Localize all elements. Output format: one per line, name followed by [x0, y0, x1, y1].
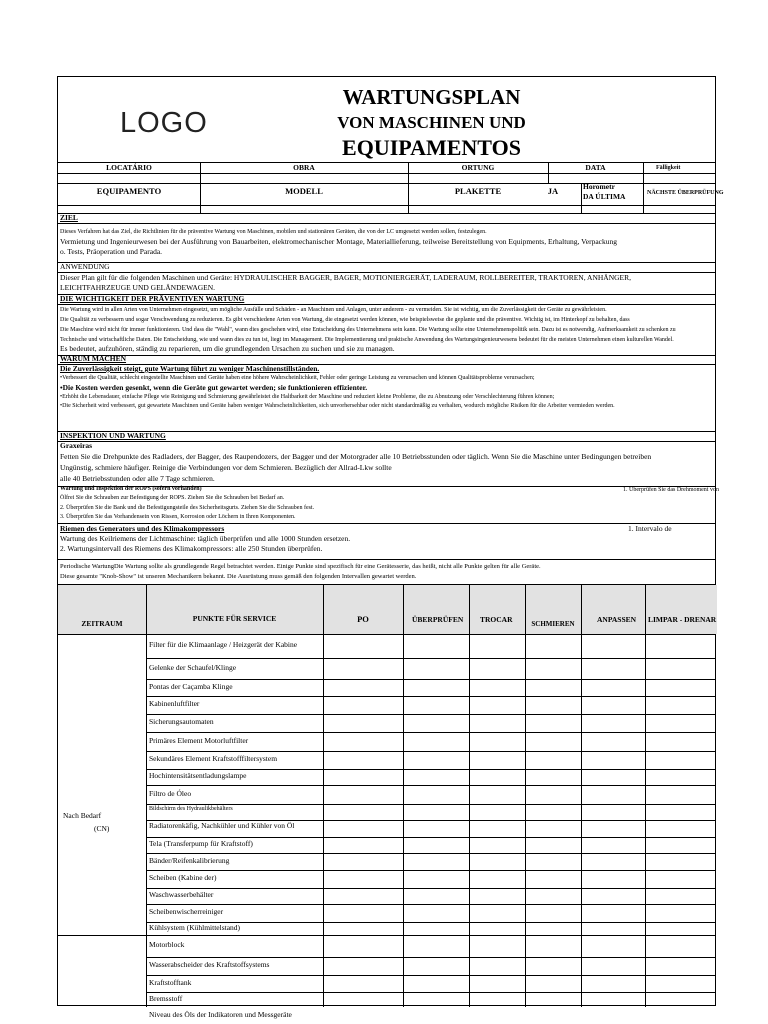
- table-row-divider: [146, 785, 715, 786]
- wichtigkeit-line5: Es bedeutet, aufzuhören, ständig zu reparieren, um die grundlegenden Ursachen zu suchen und sie zu managen.: [60, 344, 395, 353]
- header-da-ultima: DA ÚLTIMA: [583, 192, 626, 201]
- inspektion-heading: INSPEKTION UND WARTUNG: [60, 431, 166, 440]
- period-line2: Diese gesamte "Knob-Show" ist unseren Mechanikern bekannt. Die Ausrüstung muss gemäß den folgenden Intervallen gewartet werden.: [60, 573, 417, 580]
- service-item-label: Filter für die Klimaanlage / Heizgerät der Kabine: [149, 640, 298, 649]
- header-modell: MODELL: [285, 186, 323, 196]
- th-trocar: TROCAR: [480, 615, 513, 624]
- service-item-label: Scheiben (Kabine der): [149, 873, 217, 882]
- table-row-divider: [146, 888, 715, 889]
- warum-bold2: •Die Kosten werden gesenkt, wenn die Geräte gut gewartet werden; sie funktionieren effizienter.: [60, 383, 368, 392]
- th-po: PO: [357, 614, 369, 624]
- rops-line1: Ölfrei Sie die Schrauben zur Befestigung der ROPS. Ziehen Sie die Schrauben bei Bedarf an.: [60, 495, 285, 501]
- header-naechste: NÄCHSTE ÜBERPRÜFUNG: [647, 190, 724, 196]
- header-plakette: PLAKETTE: [454, 186, 502, 196]
- service-item-label: Kühlsystem (Kühlmittelstand): [149, 922, 241, 932]
- service-item-label: Bildschirm des Hydraulikbehälters: [149, 806, 233, 812]
- table-header-bg: [58, 585, 717, 634]
- th-punkte: PUNKTE FÜR SERVICE: [192, 614, 277, 623]
- anwendung-line2: LEICHTFAHRZEUGE UND GELÄNDEWAGEN.: [60, 283, 216, 292]
- table-row-divider: [146, 957, 715, 958]
- riemen-line2: 2. Wartungsintervall des Riemens des Klimakompressors: alle 250 Stunden überprüfen.: [60, 544, 323, 553]
- service-item-label: Bremsstoff: [149, 993, 183, 1003]
- graxeiras-line3: alle 40 Betriebsstunden oder alle 7 Tage schmieren.: [60, 474, 215, 483]
- maintenance-sheet: [57, 76, 724, 1019]
- service-item-label: Tela (Transferpump für Kraftstoff): [149, 839, 253, 848]
- header-equipamento: EQUIPAMENTO: [96, 186, 162, 196]
- header-faelligkeit: Fälligkeit: [656, 165, 681, 171]
- service-item-label: Sicherungsautomaten: [149, 717, 214, 726]
- riemen-line1: Wartung des Keilriemens der Lichtmaschine: täglich überprüfen und alle 1000 Stunden ersetzen.: [60, 534, 351, 543]
- header-horometr: Horometr: [583, 182, 615, 191]
- table-row-divider: [146, 769, 715, 770]
- service-item-label: Gelenke der Schaufel/Klinge: [149, 662, 237, 672]
- ziel-line2: Vermietung und Ingenieurwesen bei der Ausführung von Bauarbeiten, elektromechanischer Montage, Materiallieferung, teilweise Bereitstellung von Equipments, Erhaltung, Verpackung: [60, 237, 617, 246]
- ziel-heading: ZIEL: [60, 213, 78, 222]
- wichtigkeit-line3: Die Maschine wird nicht für immer funktionieren. Und dass die "Wahl", wann dies geschehen wird, eine Entscheidung des Unternehmens sein kann. Die Wartung sollte eine Unternehmenspolitik sein. Dazu ist es notwendig, Aufmerksamkeit zu schenken zu: [60, 327, 676, 333]
- title-line1: WARTUNGSPLAN: [342, 85, 521, 109]
- service-item-label: Waschwasserbehälter: [149, 890, 214, 899]
- logo: LOGO: [120, 107, 208, 139]
- table-row-divider: [146, 975, 715, 976]
- table-row-divider: [146, 853, 715, 854]
- service-item-label: Hochintensitätsentladungslampe: [149, 771, 247, 780]
- table-row-divider: [146, 935, 715, 936]
- wichtigkeit-line1: Die Wartung wird in allen Arten von Unternehmen eingesetzt, um mögliche Ausfälle und Schäden - an Maschinen und Anlagen, unter anderem - zu vermeiden. Sie ist wichtig, um die Zuverlässigkeit der Geräte zu gewährleisten.: [60, 307, 607, 313]
- riemen-right: 1. Intervalo de: [628, 524, 672, 533]
- header-ja: JA: [547, 186, 559, 196]
- period-code: (CN): [94, 824, 110, 833]
- riemen-heading: Riemen des Generators und des Klimakompressors: [60, 524, 225, 533]
- th-anpassen: ANPASSEN: [597, 615, 637, 624]
- service-item-label: Sekundäres Element Kraftstofffiltersystem: [149, 754, 278, 763]
- anwendung-heading: ANWENDUNG: [60, 262, 110, 271]
- anwendung-line1: Dieser Plan gilt für die folgenden Maschinen und Geräte: HYDRAULISCHER BAGGER, BAGER, MOTIONIERGERÄT, LADERAUM, ROLLBEREITER, TRAKTOREN, ANHÄNGER,: [60, 273, 631, 282]
- table-row-divider: [146, 679, 715, 680]
- period-label: Nach Bedarf: [63, 811, 102, 820]
- table-row-divider: [146, 992, 715, 993]
- th-ueberpruefen: ÜBERPRÜFEN: [412, 615, 464, 624]
- service-item-label: Pontas der Caçamba Klinge: [149, 681, 233, 691]
- th-limpar: LIMPAR - DRENAR: [648, 615, 717, 624]
- ziel-line1: Dieses Verfahren hat das Ziel, die Richtlinien für die präventive Wartung von Maschinen, mobilen und stationären Geräten, die von der LC umgesetzt werden sollen, festzulegen.: [60, 229, 487, 235]
- service-item-label: Kraftstofftank: [149, 977, 192, 987]
- wichtigkeit-line4: Technische und wirtschaftliche Daten. Die Entscheidung, wie und wann dies zu tun ist, liegt im Management. Die Implementierung und praktische Anwendung des Wartungsingenieurwesens bedeutet für die meisten Unternehmen einen kulturellen Wandel.: [60, 337, 674, 343]
- warum-line1: •Verbessert die Qualität, schlecht eingestellte Maschinen und Geräte haben eine höhere Wahrscheinlichkeit, Fehler oder geringe Leistung zu verursachen und können Qualitätsprobleme verursachen;: [60, 375, 535, 381]
- title-line3: EQUIPAMENTOS: [342, 135, 521, 160]
- service-item-label: Scheibenwischerreiniger: [149, 907, 224, 916]
- table-row-divider: [146, 751, 715, 752]
- wichtigkeit-line2: Die Qualität zu verbessern und sogar Verschwendung zu reduzieren. Es gibt verschiedene Arten von Wartung, die eingesetzt werden können, wie beispielsweise die geplante und die präventive. Wichtig ist, im Hinterkopf zu behalten, dass: [60, 317, 630, 323]
- th-zeitraum: ZEITRAUM: [81, 619, 123, 628]
- header-locatario: LOCATÁRIO: [106, 163, 152, 172]
- warum-bold1: Die Zuverlässigkeit steigt, gute Wartung führt zu weniger Maschinenstillständen.: [60, 364, 320, 373]
- graxeiras-line2: Ungünstig, schmiere häufiger. Reinige die Verbindungen vor dem Schmieren. Bezüglich der Allrad-Lkw sollte: [60, 463, 392, 472]
- table-row-divider: [146, 658, 715, 659]
- service-item-label: Primäres Element Motorluftfilter: [149, 735, 249, 745]
- rops-line3: 3. Überprüfen Sie das Vorhandensein von Rissen, Korrosion oder Löchern in Ihren Komponenten.: [60, 514, 296, 520]
- table-row-divider: [146, 870, 715, 871]
- graxeiras-heading: Graxeiras: [60, 441, 93, 450]
- title-line2: VON MASCHINEN UND: [337, 113, 526, 132]
- warum-line3: •Die Sicherheit wird verbessert, gut gewartete Maschinen und Geräte haben weniger Wahrscheinlichkeiten, sich unvorhersehbar oder nicht standardmäßig zu verhalten, wodurch mögliche Risiken für die Arbeiter vermieden werden.: [60, 403, 615, 409]
- rops-line2: 2. Überprüfen Sie die Bank und die Befestigungsteile des Sicherheitsgurts. Ziehen Sie die Schrauben fest.: [60, 505, 315, 511]
- warum-line2: •Erhöht die Lebensdauer, einfache Pflege wie Reinigung und Schmierung gewährleistet die Haltbarkeit der Maschine und reduziert kleine Probleme, die zu Abnutzung oder Verschlechterung führen können;: [60, 394, 555, 400]
- wichtigkeit-heading: DIE WICHTIGKEIT DER PRÄVENTIVEN WARTUNG: [60, 294, 245, 303]
- rops-right: 1. Überprüfen Sie das Drehmoment von: [623, 487, 719, 493]
- table-row-divider: [146, 904, 715, 905]
- table-row-divider: [146, 804, 715, 805]
- header-data: DATA: [585, 163, 606, 172]
- service-item-label: Niveau des Öls der Indikatoren und Messgeräte: [149, 1009, 292, 1019]
- service-item-label: Motorblock: [149, 940, 185, 949]
- service-item-label: Kabinenluftfilter: [149, 699, 200, 708]
- period-line1: Periodische WartungDie Wartung sollte als grundlegende Regel betrachtet werden. Einige Punkte sind spezifisch für eine Gerätesserie, das heißt, nicht alle Punkte gelten für alle Geräte.: [60, 563, 541, 570]
- rops-heading: Wartung und Inspektion der ROPS (sofern vorhanden): [60, 486, 202, 492]
- th-schmieren: SCHMIEREN: [531, 620, 575, 628]
- header-ortung: ORTUNG: [461, 163, 495, 172]
- service-item-label: Wasserabscheider des Kraftstoffsystems: [149, 960, 270, 969]
- table-row-divider: [146, 714, 715, 715]
- ziel-line3: o. Tests, Präoperation und Parada.: [60, 247, 163, 256]
- service-item-label: Bänder/Reifenkalibrierung: [149, 855, 230, 865]
- warum-heading: WARUM MACHEN: [60, 354, 127, 363]
- header-obra: OBRA: [293, 163, 315, 172]
- table-row-divider: [146, 837, 715, 838]
- table-row-divider: [146, 732, 715, 733]
- table-row-divider: [146, 696, 715, 697]
- service-item-label: Filtro de Óleo: [149, 788, 192, 798]
- graxeiras-line1: Fetten Sie die Drehpunkte des Radladers, der Bagger, des Raupendozers, der Bagger und der Motorgrader alle 10 Betriebsstunden oder täglich. Wenn Sie die Maschine unter Bedingungen betreiben: [60, 452, 652, 461]
- service-item-label: Radiatorenkäfig, Nachkühler und Kühler von Öl: [149, 821, 295, 830]
